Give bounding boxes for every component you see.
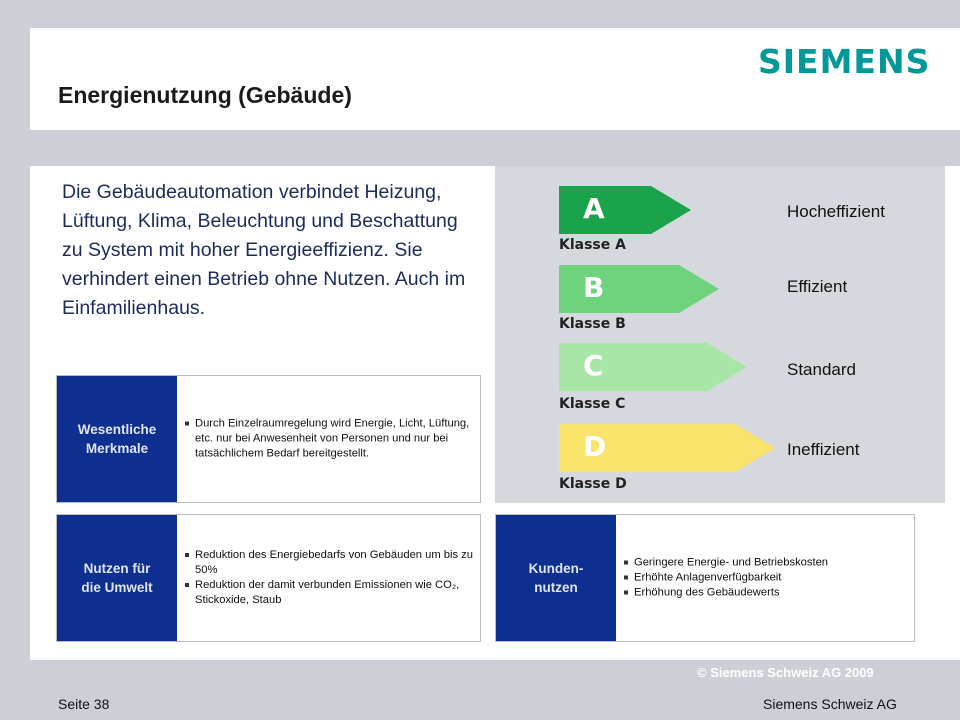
efficiency-label-a: Hocheffizient xyxy=(787,202,885,221)
list-item: Reduktion der damit verbunden Emissionen wie CO₂, Stickoxide, Staub xyxy=(185,578,476,608)
efficiency-label-c: Standard xyxy=(787,360,856,379)
class-label-d: Klasse D xyxy=(559,476,627,492)
page-number: Seite 38 xyxy=(58,696,110,712)
card-tab-kunden xyxy=(496,515,616,641)
energy-arrow-a xyxy=(559,186,691,234)
energy-letter-c: C xyxy=(583,349,604,382)
card-tab-label: Kunden- nutzen xyxy=(528,561,584,595)
card-tab-label: Wesentliche Merkmale xyxy=(77,422,157,456)
copyright-notice: © Siemens Schweiz AG 2009 xyxy=(697,665,874,680)
arrow-fill-a xyxy=(559,186,691,234)
card-kundennutzen xyxy=(495,514,915,642)
intro-text: Die Gebäudeautomation verbindet Heizung, Lüftung, Klima, Beleuchtung und Beschattung zu System mit hoher Energieeffizienz. Sie verhindert einen Betrieb ohne Nutzen. Auch im Einfamilienhaus. xyxy=(62,181,466,319)
energy-letter-b: B xyxy=(583,271,605,304)
arrow-shape-a xyxy=(559,186,691,234)
class-label-b: Klasse B xyxy=(559,316,626,332)
slide-content xyxy=(30,166,960,660)
energy-class-panel xyxy=(495,166,945,503)
list-item: Geringere Energie- und Betriebskosten xyxy=(624,556,910,571)
list-item: Erhöhte Anlagenverfügbarkeit xyxy=(624,571,910,586)
card-list-umwelt xyxy=(185,548,476,608)
card-nutzen-umwelt xyxy=(56,514,481,642)
efficiency-label-b: Effizient xyxy=(787,277,848,296)
energy-letter-d: D xyxy=(583,430,607,463)
card-tab-merkmale xyxy=(57,376,177,502)
slide-title: Energienutzung (Gebäude) xyxy=(58,82,352,108)
class-label-a: Klasse A xyxy=(559,237,626,253)
efficiency-label-d: Ineffizient xyxy=(787,440,860,459)
energy-arrow-c xyxy=(559,343,747,391)
list-item: Durch Einzelraumregelung wird Energie, Licht, Lüftung, etc. nur bei Anwesenheit von Personen und nur bei tatsächlichem Bedarf bereitgestellt. xyxy=(185,417,476,462)
siemens-logo: SIEMENS xyxy=(758,42,931,81)
company-name: Siemens Schweiz AG xyxy=(763,696,897,712)
energy-arrow-d xyxy=(559,424,775,472)
slide-header xyxy=(30,28,960,130)
energy-letter-a: A xyxy=(583,192,605,225)
card-list-kunden xyxy=(624,556,910,601)
list-item: Erhöhung des Gebäudewerts xyxy=(624,586,910,601)
card-tab-label: Nutzen für die Umwelt xyxy=(81,561,153,595)
list-item: Reduktion des Energiebedarfs von Gebäuden um bis zu 50% xyxy=(185,548,476,578)
class-label-c: Klasse C xyxy=(559,396,626,412)
energy-arrow-b xyxy=(559,265,719,313)
card-tab-umwelt xyxy=(57,515,177,641)
card-wesentliche-merkmale xyxy=(56,375,481,503)
card-list-merkmale xyxy=(185,417,476,462)
